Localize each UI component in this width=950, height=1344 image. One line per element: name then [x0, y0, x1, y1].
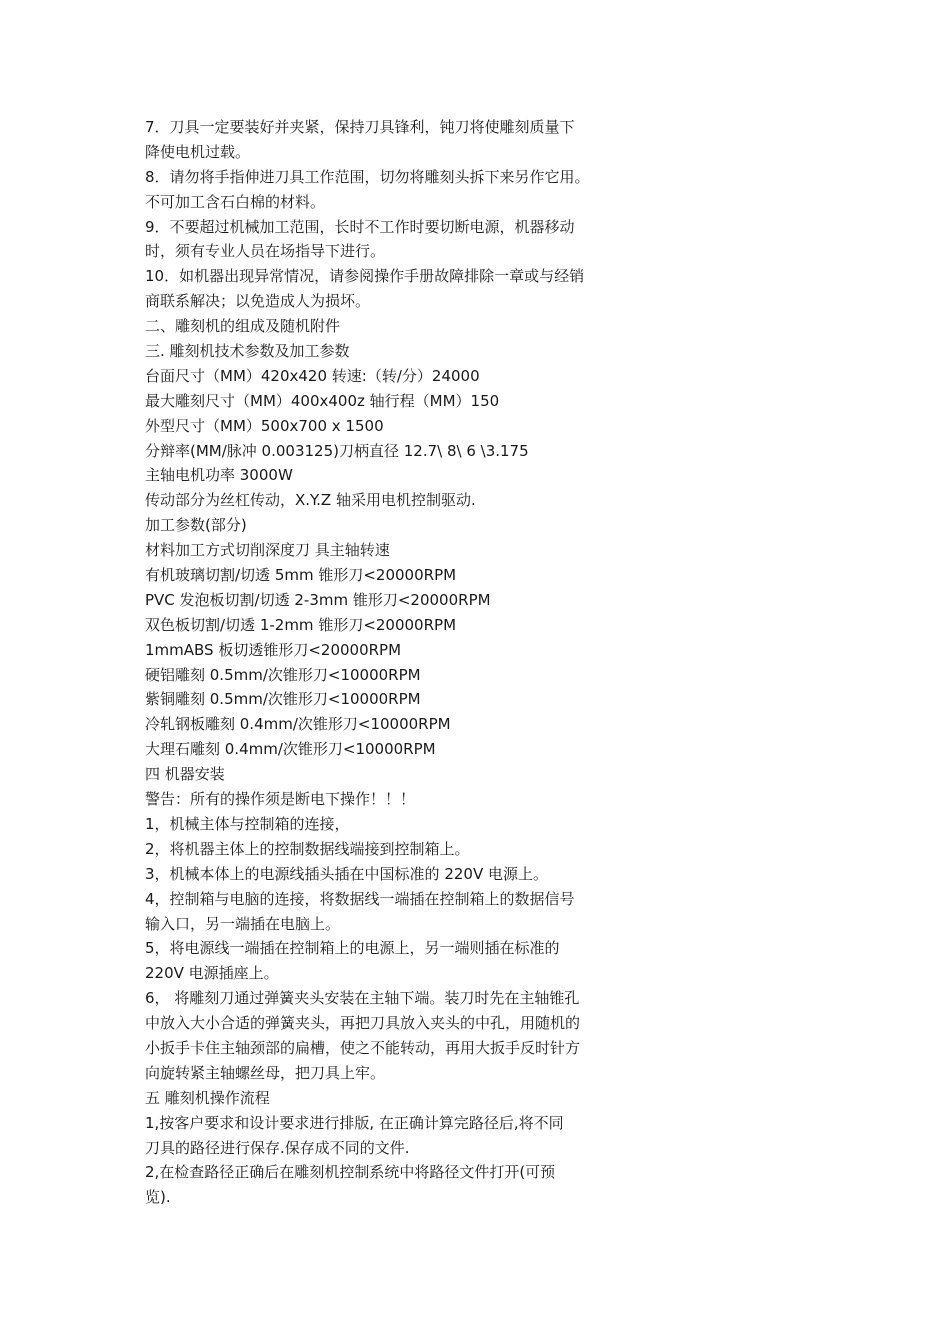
param-line: 有机玻璃切割/切透 5mm 锥形刀<20000RPM	[145, 566, 457, 585]
section-heading: 五 雕刻机操作流程	[145, 1088, 270, 1107]
subsection-heading: 加工参数(部分)	[145, 516, 247, 535]
text-line: 1，机械主体与控制箱的连接，	[145, 814, 350, 833]
param-line: 双色板切割/切透 1-2mm 锥形刀<20000RPM	[145, 615, 457, 634]
text-line: 8．请勿将手指伸进刀具工作范围，切勿将雕刻头拆下来另作它用。	[145, 167, 590, 186]
section-heading: 四 机器安装	[145, 765, 225, 784]
text-line: 商联系解决；以免造成人为损坏。	[145, 292, 371, 311]
text-line: 1,按客户要求和设计要求进行排版, 在正确计算完路径后,将不同	[145, 1113, 564, 1132]
text-line: 3，机械本体上的电源线插头插在中国标准的 220V 电源上。	[145, 864, 548, 883]
param-line: 紫铜雕刻 0.5mm/次锥形刀<10000RPM	[145, 690, 421, 709]
text-line: 览).	[145, 1188, 171, 1207]
text-line: 小扳手卡住主轴颈部的扁槽，使之不能转动，再用大扳手反时针方	[145, 1038, 581, 1057]
text-line: 7．刀具一定要装好并夹紧，保持刀具锋利，钝刀将使雕刻质量下	[145, 118, 575, 136]
text-line: 5，将电源线一端插在控制箱上的电源上，另一端则插在标准的	[145, 939, 560, 958]
text-line: 220V 电源插座上。	[145, 964, 279, 983]
spec-line: 台面尺寸（MM）420x420 转速:（转/分）24000	[145, 366, 480, 385]
param-line: 1mmABS 板切透锥形刀<20000RPM	[145, 640, 402, 659]
warning-line: 警告：所有的操作须是断电下操作！！！	[145, 790, 416, 809]
section-heading: 二、雕刻机的组成及随机附件	[145, 317, 341, 336]
param-header: 材料加工方式切削深度刀 具主轴转速	[145, 541, 390, 560]
text-line: 10．如机器出现异常情况，请参阅操作手册故障排除一章或与经销	[145, 267, 585, 286]
text-line: 输入口，另一端插在电脑上。	[145, 914, 341, 933]
document-body	[145, 115, 640, 1210]
text-line: 中放入大小合适的弹簧夹头，再把刀具放入夹头的中孔，用随机的	[145, 1014, 581, 1033]
section-heading: 三. 雕刻机技术参数及加工参数	[145, 342, 350, 361]
text-line: 向旋转紧主轴螺丝母，把刀具上牢。	[145, 1063, 386, 1082]
spec-line: 传动部分为丝杠传动，X.Y.Z 轴采用电机控制驱动.	[145, 491, 476, 510]
spec-line: 主轴电机功率 3000W	[145, 466, 293, 485]
text-line: 6， 将雕刻刀通过弹簧夹头安装在主轴下端。装刀时先在主轴锥孔	[145, 989, 580, 1008]
spec-line: 最大雕刻尺寸（MM）400x400z 轴行程（MM）150	[145, 391, 500, 410]
text-line: 刀具的路径进行保存.保存成不同的文件.	[145, 1138, 410, 1157]
text-line: 9．不要超过机械加工范围，长时不工作时要切断电源，机器移动	[145, 217, 575, 236]
text-line: 降使电机过载。	[145, 142, 251, 161]
text-line: 2,在检查路径正确后在雕刻机控制系统中将路径文件打开(可预	[145, 1163, 556, 1182]
text-line: 2，将机器主体上的控制数据线端接到控制箱上。	[145, 839, 470, 858]
spec-line: 分辩率(MM/脉冲 0.003125)刀柄直径 12.7\ 8\ 6 \3.175	[145, 441, 529, 460]
param-line: 冷轧钢板雕刻 0.4mm/次锥形刀<10000RPM	[145, 715, 451, 734]
param-line: PVC 发泡板切割/切透 2-3mm 锥形刀<20000RPM	[145, 590, 491, 609]
text-line: 时，须有专业人员在场指导下进行。	[145, 242, 386, 261]
text-line: 不可加工含石白棉的材料。	[145, 192, 326, 211]
param-line: 硬铝雕刻 0.5mm/次锥形刀<10000RPM	[145, 665, 421, 684]
param-line: 大理石雕刻 0.4mm/次锥形刀<10000RPM	[145, 740, 436, 759]
spec-line: 外型尺寸（MM）500x700 x 1500	[145, 416, 384, 435]
text-line: 4，控制箱与电脑的连接，将数据线一端插在控制箱上的数据信号	[145, 889, 575, 908]
